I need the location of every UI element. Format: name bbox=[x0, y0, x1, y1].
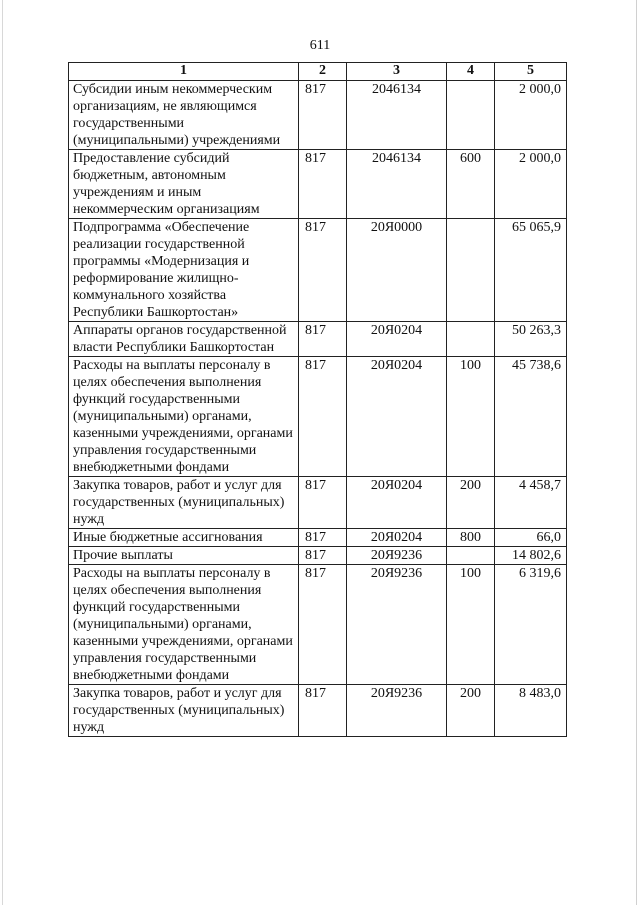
row-ved: 817 bbox=[299, 477, 347, 529]
row-name: Аппараты органов государственной власти Республики Башкортостан bbox=[69, 322, 299, 357]
row-vr: 800 bbox=[447, 529, 495, 547]
row-sum: 45 738,6 bbox=[495, 357, 567, 477]
scan-edge-left bbox=[2, 0, 3, 905]
scan-edge-right bbox=[636, 0, 637, 905]
row-ved: 817 bbox=[299, 547, 347, 565]
row-csr: 20Я9236 bbox=[347, 547, 447, 565]
header-col-2: 2 bbox=[299, 63, 347, 81]
row-sum: 2 000,0 bbox=[495, 81, 567, 150]
row-csr: 2046134 bbox=[347, 81, 447, 150]
row-vr bbox=[447, 81, 495, 150]
row-sum: 50 263,3 bbox=[495, 322, 567, 357]
row-ved: 817 bbox=[299, 219, 347, 322]
table-row bbox=[69, 150, 567, 219]
row-vr: 100 bbox=[447, 357, 495, 477]
row-ved: 817 bbox=[299, 565, 347, 685]
row-sum: 8 483,0 bbox=[495, 685, 567, 737]
table-row bbox=[69, 477, 567, 529]
row-vr bbox=[447, 219, 495, 322]
row-csr: 20Я0204 bbox=[347, 477, 447, 529]
table-row bbox=[69, 357, 567, 477]
row-sum: 14 802,6 bbox=[495, 547, 567, 565]
header-row bbox=[69, 63, 567, 81]
row-csr: 20Я0000 bbox=[347, 219, 447, 322]
row-ved: 817 bbox=[299, 322, 347, 357]
table-row bbox=[69, 565, 567, 685]
page-number: 611 bbox=[309, 38, 331, 53]
table-row bbox=[69, 81, 567, 150]
table-row bbox=[69, 529, 567, 547]
row-csr: 20Я0204 bbox=[347, 529, 447, 547]
table-row bbox=[69, 219, 567, 322]
table-row bbox=[69, 547, 567, 565]
row-csr: 20Я9236 bbox=[347, 685, 447, 737]
row-sum: 4 458,7 bbox=[495, 477, 567, 529]
row-name: Предоставление субсидий бюджетным, автономным учреждениям и иным некоммерческим организациям bbox=[69, 150, 299, 219]
table-row bbox=[69, 685, 567, 737]
header-col-5: 5 bbox=[495, 63, 567, 81]
budget-table bbox=[68, 62, 567, 737]
row-csr: 20Я9236 bbox=[347, 565, 447, 685]
row-name: Субсидии иным некоммерческим организациям, не являющимся государственными (муниципальными) учреждениями bbox=[69, 81, 299, 150]
row-name: Иные бюджетные ассигнования bbox=[69, 529, 299, 547]
row-vr: 600 bbox=[447, 150, 495, 219]
row-csr: 20Я0204 bbox=[347, 322, 447, 357]
row-ved: 817 bbox=[299, 529, 347, 547]
row-csr: 2046134 bbox=[347, 150, 447, 219]
row-ved: 817 bbox=[299, 357, 347, 477]
row-sum: 6 319,6 bbox=[495, 565, 567, 685]
header-col-3: 3 bbox=[347, 63, 447, 81]
header-col-4: 4 bbox=[447, 63, 495, 81]
row-name: Прочие выплаты bbox=[69, 547, 299, 565]
header-col-1: 1 bbox=[69, 63, 299, 81]
row-vr: 200 bbox=[447, 477, 495, 529]
table-row bbox=[69, 322, 567, 357]
row-vr: 100 bbox=[447, 565, 495, 685]
row-ved: 817 bbox=[299, 81, 347, 150]
row-sum: 2 000,0 bbox=[495, 150, 567, 219]
row-name: Закупка товаров, работ и услуг для государственных (муниципальных) нужд bbox=[69, 685, 299, 737]
row-sum: 66,0 bbox=[495, 529, 567, 547]
row-name: Подпрограмма «Обеспечение реализации государственной программы «Модернизация и реформирование жилищно-коммунального хозяйства Республики Башкортостан» bbox=[69, 219, 299, 322]
row-name: Расходы на выплаты персоналу в целях обеспечения выполнения функций государственными (муниципальными) органами, казенными учреждениями, органами управления государственными внебюджетными фондами bbox=[69, 357, 299, 477]
row-vr: 200 bbox=[447, 685, 495, 737]
row-vr bbox=[447, 547, 495, 565]
row-ved: 817 bbox=[299, 685, 347, 737]
row-csr: 20Я0204 bbox=[347, 357, 447, 477]
row-ved: 817 bbox=[299, 150, 347, 219]
row-name: Расходы на выплаты персоналу в целях обеспечения выполнения функций государственными (муниципальными) органами, казенными учреждениями, органами управления государственными внебюджетными фондами bbox=[69, 565, 299, 685]
row-sum: 65 065,9 bbox=[495, 219, 567, 322]
row-name: Закупка товаров, работ и услуг для государственных (муниципальных) нужд bbox=[69, 477, 299, 529]
row-vr bbox=[447, 322, 495, 357]
